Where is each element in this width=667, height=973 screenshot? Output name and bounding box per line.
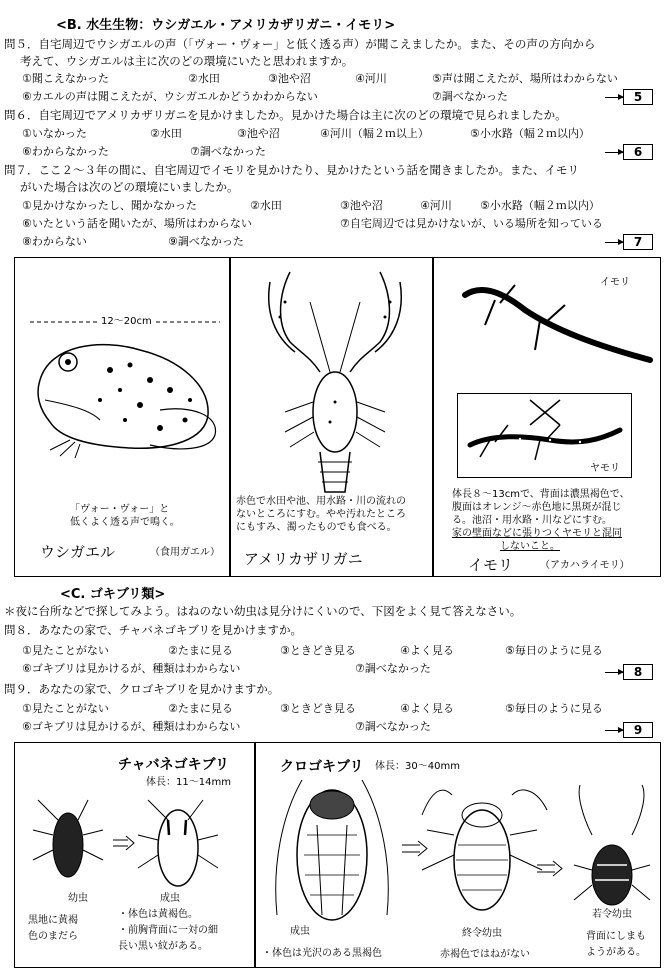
q6-option-1[interactable]: ①いなかった — [22, 127, 87, 140]
q8-option-1[interactable]: ①見たことがない — [22, 644, 109, 657]
q9-text-line1: 問９．あなたの家で、クロゴキブリを見かけますか。 — [4, 682, 280, 696]
q8-text-line1: 問８．あなたの家で、チャバネゴキブリを見かけますか。 — [4, 623, 302, 637]
frog-subname: （食用ガエル） — [150, 547, 220, 558]
q7-option-6[interactable]: ⑥いたという話を聞いたが、場所はわからない — [22, 217, 252, 230]
section-b-title: <B. 水生生物：ウシガエル・アメリカザリガニ・イモリ> — [56, 18, 396, 33]
kuro-young-larva-desc-line1: 背面にしまも — [586, 931, 646, 942]
newt-desc-line5: しないこと。 — [500, 541, 560, 552]
q5-option-6[interactable]: ⑥カエルの声は聞こえたが、ウシガエルかどうかわからない — [22, 90, 318, 103]
chabane-size: 体長：11～14mm — [146, 777, 231, 788]
q5-answer-box[interactable]: 5 — [605, 89, 653, 105]
q7-option-2[interactable]: ②水田 — [250, 199, 282, 212]
q6-option-7[interactable]: ⑦調べなかった — [190, 145, 266, 158]
kuro-title: クロゴキブリ — [280, 759, 364, 775]
q7-text-line2: がいた場合は次のどの環境にいましたか。 — [20, 180, 239, 194]
q9-answer-box[interactable]: 9 — [605, 722, 653, 738]
frog-size-label: 12～20cm — [98, 315, 155, 328]
chabane-larva-label: 幼虫 — [68, 893, 88, 904]
q6-option-3[interactable]: ③池や沼 — [237, 127, 280, 140]
panel-divider — [254, 742, 256, 968]
crayfish-desc-line1: 赤色で水田や池、用水路・川の流れの — [236, 496, 406, 507]
q6-text-line1: 問６．自宅周辺でアメリカザリガニを見かけましたか。見かけた場合は主に次のどの環境で見られましたか。 — [4, 108, 567, 122]
q9-option-2[interactable]: ②たまに見る — [168, 702, 233, 715]
bullfrog-illustration — [30, 310, 230, 460]
q5-option-2[interactable]: ②水田 — [188, 72, 220, 85]
imori-label: イモリ — [600, 277, 630, 288]
q9-option-3[interactable]: ③ときどき見る — [280, 702, 356, 715]
q8-option-5[interactable]: ⑤毎日のように見る — [505, 644, 603, 657]
arrow-icon — [605, 672, 623, 673]
crayfish-desc-line3: にもすみ、濁ったものでも食べる。 — [236, 522, 397, 533]
chabane-adult-desc-line3: 長い黒い紋がある。 — [118, 941, 208, 952]
arrow-icon — [605, 97, 623, 98]
newt-desc-line4: 家の壁面などに張りつくヤモリと混同 — [452, 528, 622, 539]
q7-option-4[interactable]: ④河川 — [420, 199, 452, 212]
q9-option-5[interactable]: ⑤毎日のように見る — [505, 702, 603, 715]
crayfish-illustration — [250, 262, 420, 502]
q7-text-line1: 問７．ここ２～３年の間に、自宅周辺でイモリを見かけたり、見かけたという話を聞きましたか。また、イモリ — [4, 163, 579, 177]
newt-subname: （アカハライモリ） — [540, 560, 630, 571]
kuro-young-larva-label: 若令幼虫 — [592, 909, 632, 920]
q5-option-4[interactable]: ④河川 — [355, 72, 387, 85]
yamori-label: ヤモリ — [590, 463, 620, 474]
q7-option-9[interactable]: ⑨調べなかった — [168, 235, 244, 248]
newt-desc-line1: 体長８～13cmで、背面は濃黒褐色で、 — [452, 489, 630, 500]
crayfish-desc-line2: ないところにすむ。やや汚れたところ — [236, 509, 406, 520]
q9-option-1[interactable]: ①見たことがない — [22, 702, 109, 715]
chabane-illustration — [28, 790, 243, 895]
crayfish-name: アメリカザリガニ — [244, 550, 363, 568]
newt-desc-line3: る。池沼・用水路・川などにすむ。 — [452, 515, 612, 526]
q5-text-line1: 問５．自宅周辺でウシガエルの声（「ヴォー・ヴォー」と低く透る声）が聞こえましたか。また、その声の方向から — [4, 37, 596, 51]
q8-option-2[interactable]: ②たまに見る — [168, 644, 233, 657]
arrow-icon — [605, 152, 623, 153]
q9-option-6[interactable]: ⑥ゴキブリは見かけるが、種類はわからない — [22, 720, 241, 733]
q6-option-4[interactable]: ④河川（幅２ｍ以上） — [320, 127, 429, 140]
kuro-late-larva-desc: 赤褐色ではねがない — [440, 949, 530, 960]
q5-option-1[interactable]: ①聞こえなかった — [22, 72, 109, 85]
chabane-larva-desc-line1: 黒地に黄褐 — [28, 915, 78, 926]
panel-divider — [432, 257, 434, 577]
q7-option-8[interactable]: ⑧わからない — [22, 235, 87, 248]
q5-option-3[interactable]: ③池や沼 — [268, 72, 311, 85]
newt-name: イモリ — [468, 556, 514, 574]
chabane-title: チャバネゴキブリ — [118, 757, 230, 773]
q6-answer-box[interactable]: 6 — [605, 144, 653, 160]
chabane-larva-desc-line2: 色のまだら — [28, 931, 78, 942]
kuro-size: 体長：30～40mm — [375, 761, 460, 772]
q8-answer-box[interactable]: 8 — [605, 664, 653, 680]
q5-option-7[interactable]: ⑦調べなかった — [432, 90, 508, 103]
q7-answer-box[interactable]: 7 — [605, 234, 653, 250]
arrow-icon — [605, 242, 623, 243]
q5-text-line2: 考えて、ウシガエルは主に次のどの環境にいたと思われますか。 — [20, 54, 354, 68]
q8-option-4[interactable]: ④よく見る — [400, 644, 454, 657]
q6-option-5[interactable]: ⑤小水路（幅２ｍ以内） — [470, 127, 590, 140]
newt-desc-line2: 腹面はオレンジ～赤色地に黒斑が混じ — [452, 502, 622, 513]
chabane-adult-label: 成虫 — [160, 893, 180, 904]
q8-option-6[interactable]: ⑥ゴキブリは見かけるが、種類はわからない — [22, 662, 241, 675]
q7-option-5[interactable]: ⑤小水路（幅２ｍ以内） — [480, 199, 600, 212]
q9-option-4[interactable]: ④よく見る — [400, 702, 454, 715]
chabane-adult-desc-line2: ・前胸背面に一対の細 — [118, 925, 218, 936]
kuro-late-larva-label: 終令幼虫 — [462, 928, 502, 939]
frog-desc-line1: 「ヴォー・ヴォー」と — [70, 504, 170, 515]
kuro-adult-desc: ・体色は光沢のある黒褐色 — [262, 948, 382, 959]
q7-option-1[interactable]: ①見かけなかったし、聞かなかった — [22, 199, 197, 212]
q7-option-7[interactable]: ⑦自宅周辺では見かけないが、いる場所を知っている — [340, 217, 603, 230]
q7-option-3[interactable]: ③池や沼 — [340, 199, 383, 212]
q9-option-7[interactable]: ⑦調べなかった — [355, 720, 431, 733]
q8-option-3[interactable]: ③ときどき見る — [280, 644, 356, 657]
q6-option-6[interactable]: ⑥わからなかった — [22, 145, 109, 158]
chabane-adult-desc-line1: ・体色は黄褐色。 — [118, 909, 198, 920]
kuro-young-larva-desc-line2: ようがある。 — [586, 947, 646, 958]
kuro-illustration — [262, 775, 652, 925]
q8-option-7[interactable]: ⑦調べなかった — [355, 662, 431, 675]
section-c-title: <C. ゴキブリ類> — [60, 587, 166, 602]
q5-option-5[interactable]: ⑤声は聞こえたが、場所はわからない — [432, 72, 618, 85]
kuro-adult-label: 成虫 — [290, 926, 310, 937]
arrow-icon — [605, 730, 623, 731]
frog-name: ウシガエル — [40, 543, 116, 561]
frog-desc-line2: 低くよく透る声で鳴く。 — [70, 517, 180, 528]
q6-option-2[interactable]: ②水田 — [150, 127, 182, 140]
section-c-note: ＊夜に台所などで探してみよう。はねのない幼虫は見分けにくいので、下図をよく見て答えなさい。 — [4, 604, 522, 618]
